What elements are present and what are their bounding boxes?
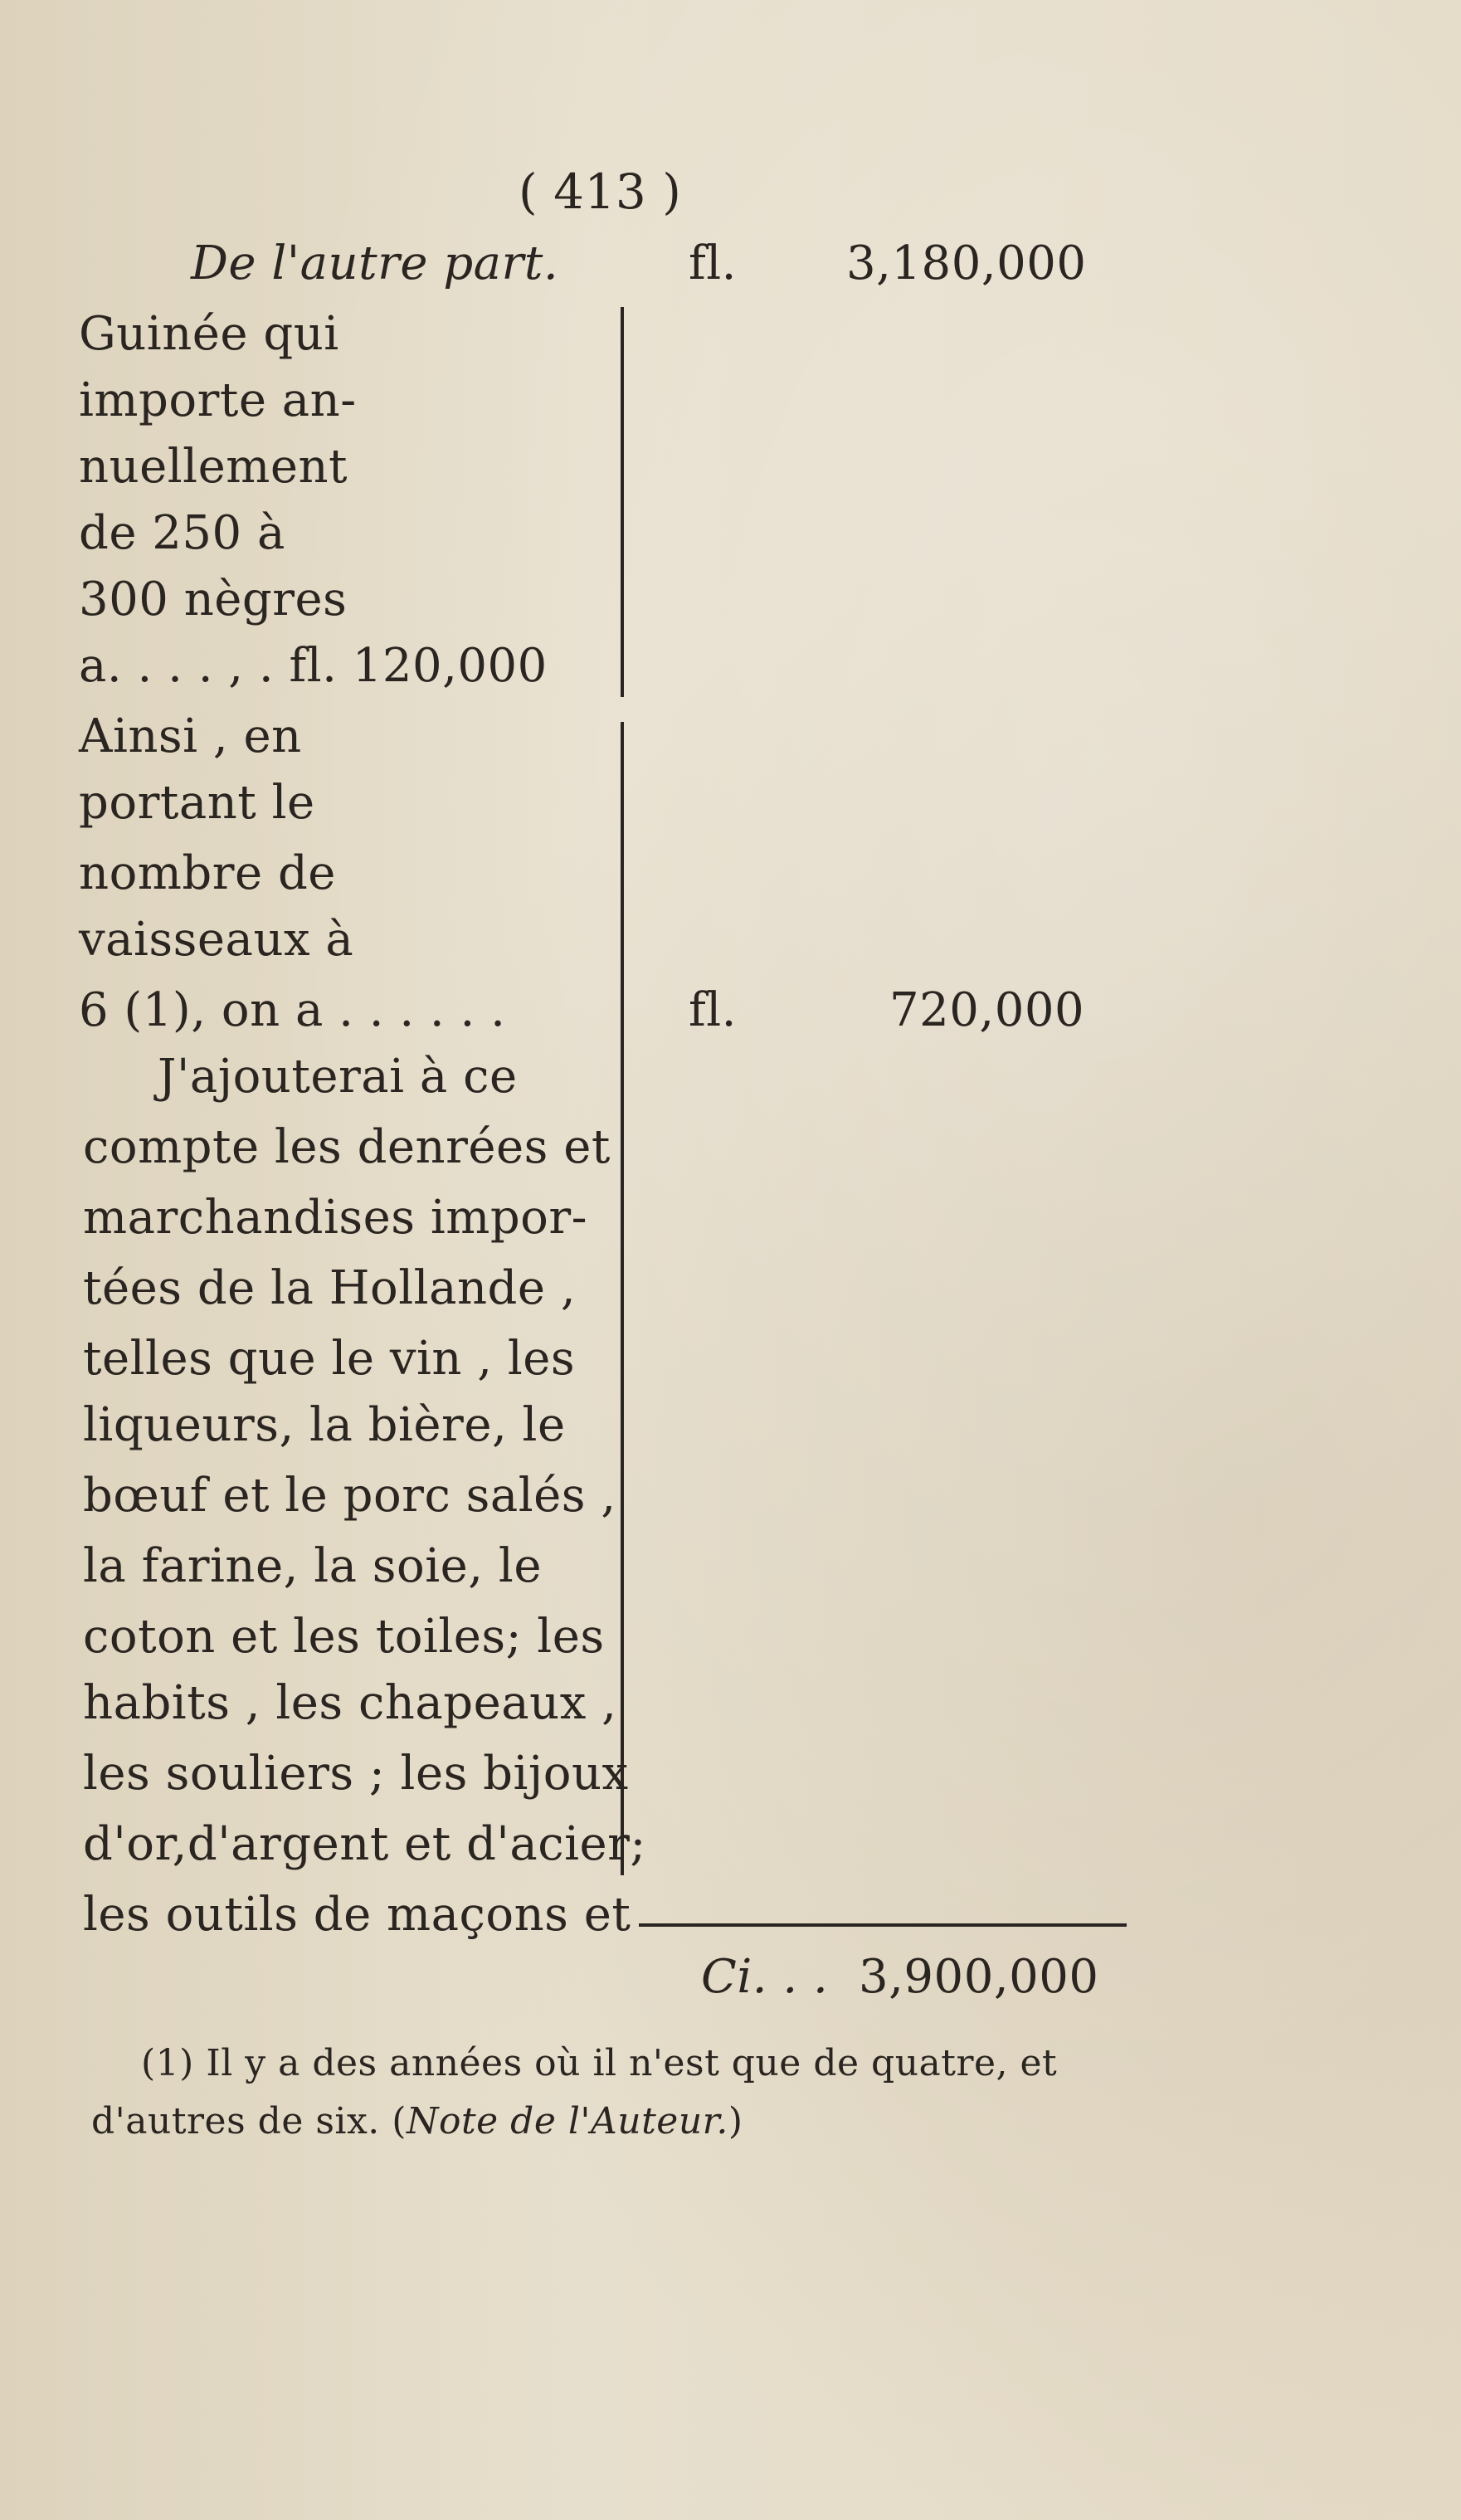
text-line: marchandises impor- (83, 1191, 588, 1245)
text-line: portant le (79, 776, 315, 830)
text-line: Ainsi , en (79, 709, 302, 763)
text-line: J'ajouterai à ce (158, 1050, 518, 1104)
carry-amount: 3,180,000 (846, 236, 1087, 290)
text-line: a. . . . , . fl. 120,000 (79, 639, 548, 693)
text-line: tées de la Hollande , (83, 1261, 577, 1315)
column-rule-lower (621, 722, 624, 1875)
text-line: de 250 à (79, 506, 285, 560)
text-line: la farine, la soie, le (83, 1539, 542, 1593)
text-line: nombre de (79, 846, 336, 900)
entry-2-currency: fl. (689, 983, 737, 1037)
text-line: d'or,d'argent et d'acier; (83, 1817, 646, 1871)
page-number: ( 413 ) (519, 163, 682, 220)
text-line: 300 nègres (79, 573, 348, 626)
text-line: coton et les toiles; les (83, 1610, 605, 1664)
text-line: bœuf et le porc salés , (83, 1469, 616, 1523)
text-line: importe an- (79, 373, 357, 427)
column-rule-upper (621, 307, 624, 697)
text-line: habits , les chapeaux , (83, 1676, 617, 1730)
footnote-suffix: ) (728, 2100, 743, 2142)
total-amount: 3,900,000 (859, 1950, 1099, 2004)
carry-currency: fl. (689, 236, 737, 290)
total-label (701, 1950, 829, 2004)
entry-2-amount: 720,000 (889, 983, 1085, 1037)
text-line: 6 (1), on a . . . . . . (79, 983, 506, 1037)
text-line: compte les denrées et (83, 1120, 611, 1174)
footnote-note: Note de l'Auteur. (406, 2100, 728, 2142)
footnote-line-2 (91, 2100, 743, 2142)
text-line: Guinée qui (79, 307, 339, 361)
text-line: liqueurs, la bière, le (83, 1398, 566, 1452)
text-line: les souliers ; les bijoux (83, 1747, 629, 1801)
total-rule (639, 1923, 1127, 1927)
footnote-line-1: (1) Il y a des années où il n'est que de quatre, et (141, 2042, 1058, 2084)
footnote-prefix: d'autres de six. ( (91, 2100, 407, 2142)
text-line: les outils de maçons et (83, 1888, 631, 1942)
carry-label: De l'autre part. (191, 236, 559, 290)
total-label-text: Ci. . . (701, 1950, 829, 2004)
text-line: telles que le vin , les (83, 1332, 576, 1386)
text-line: nuellement (79, 440, 348, 494)
text-line: vaisseaux à (79, 913, 354, 967)
